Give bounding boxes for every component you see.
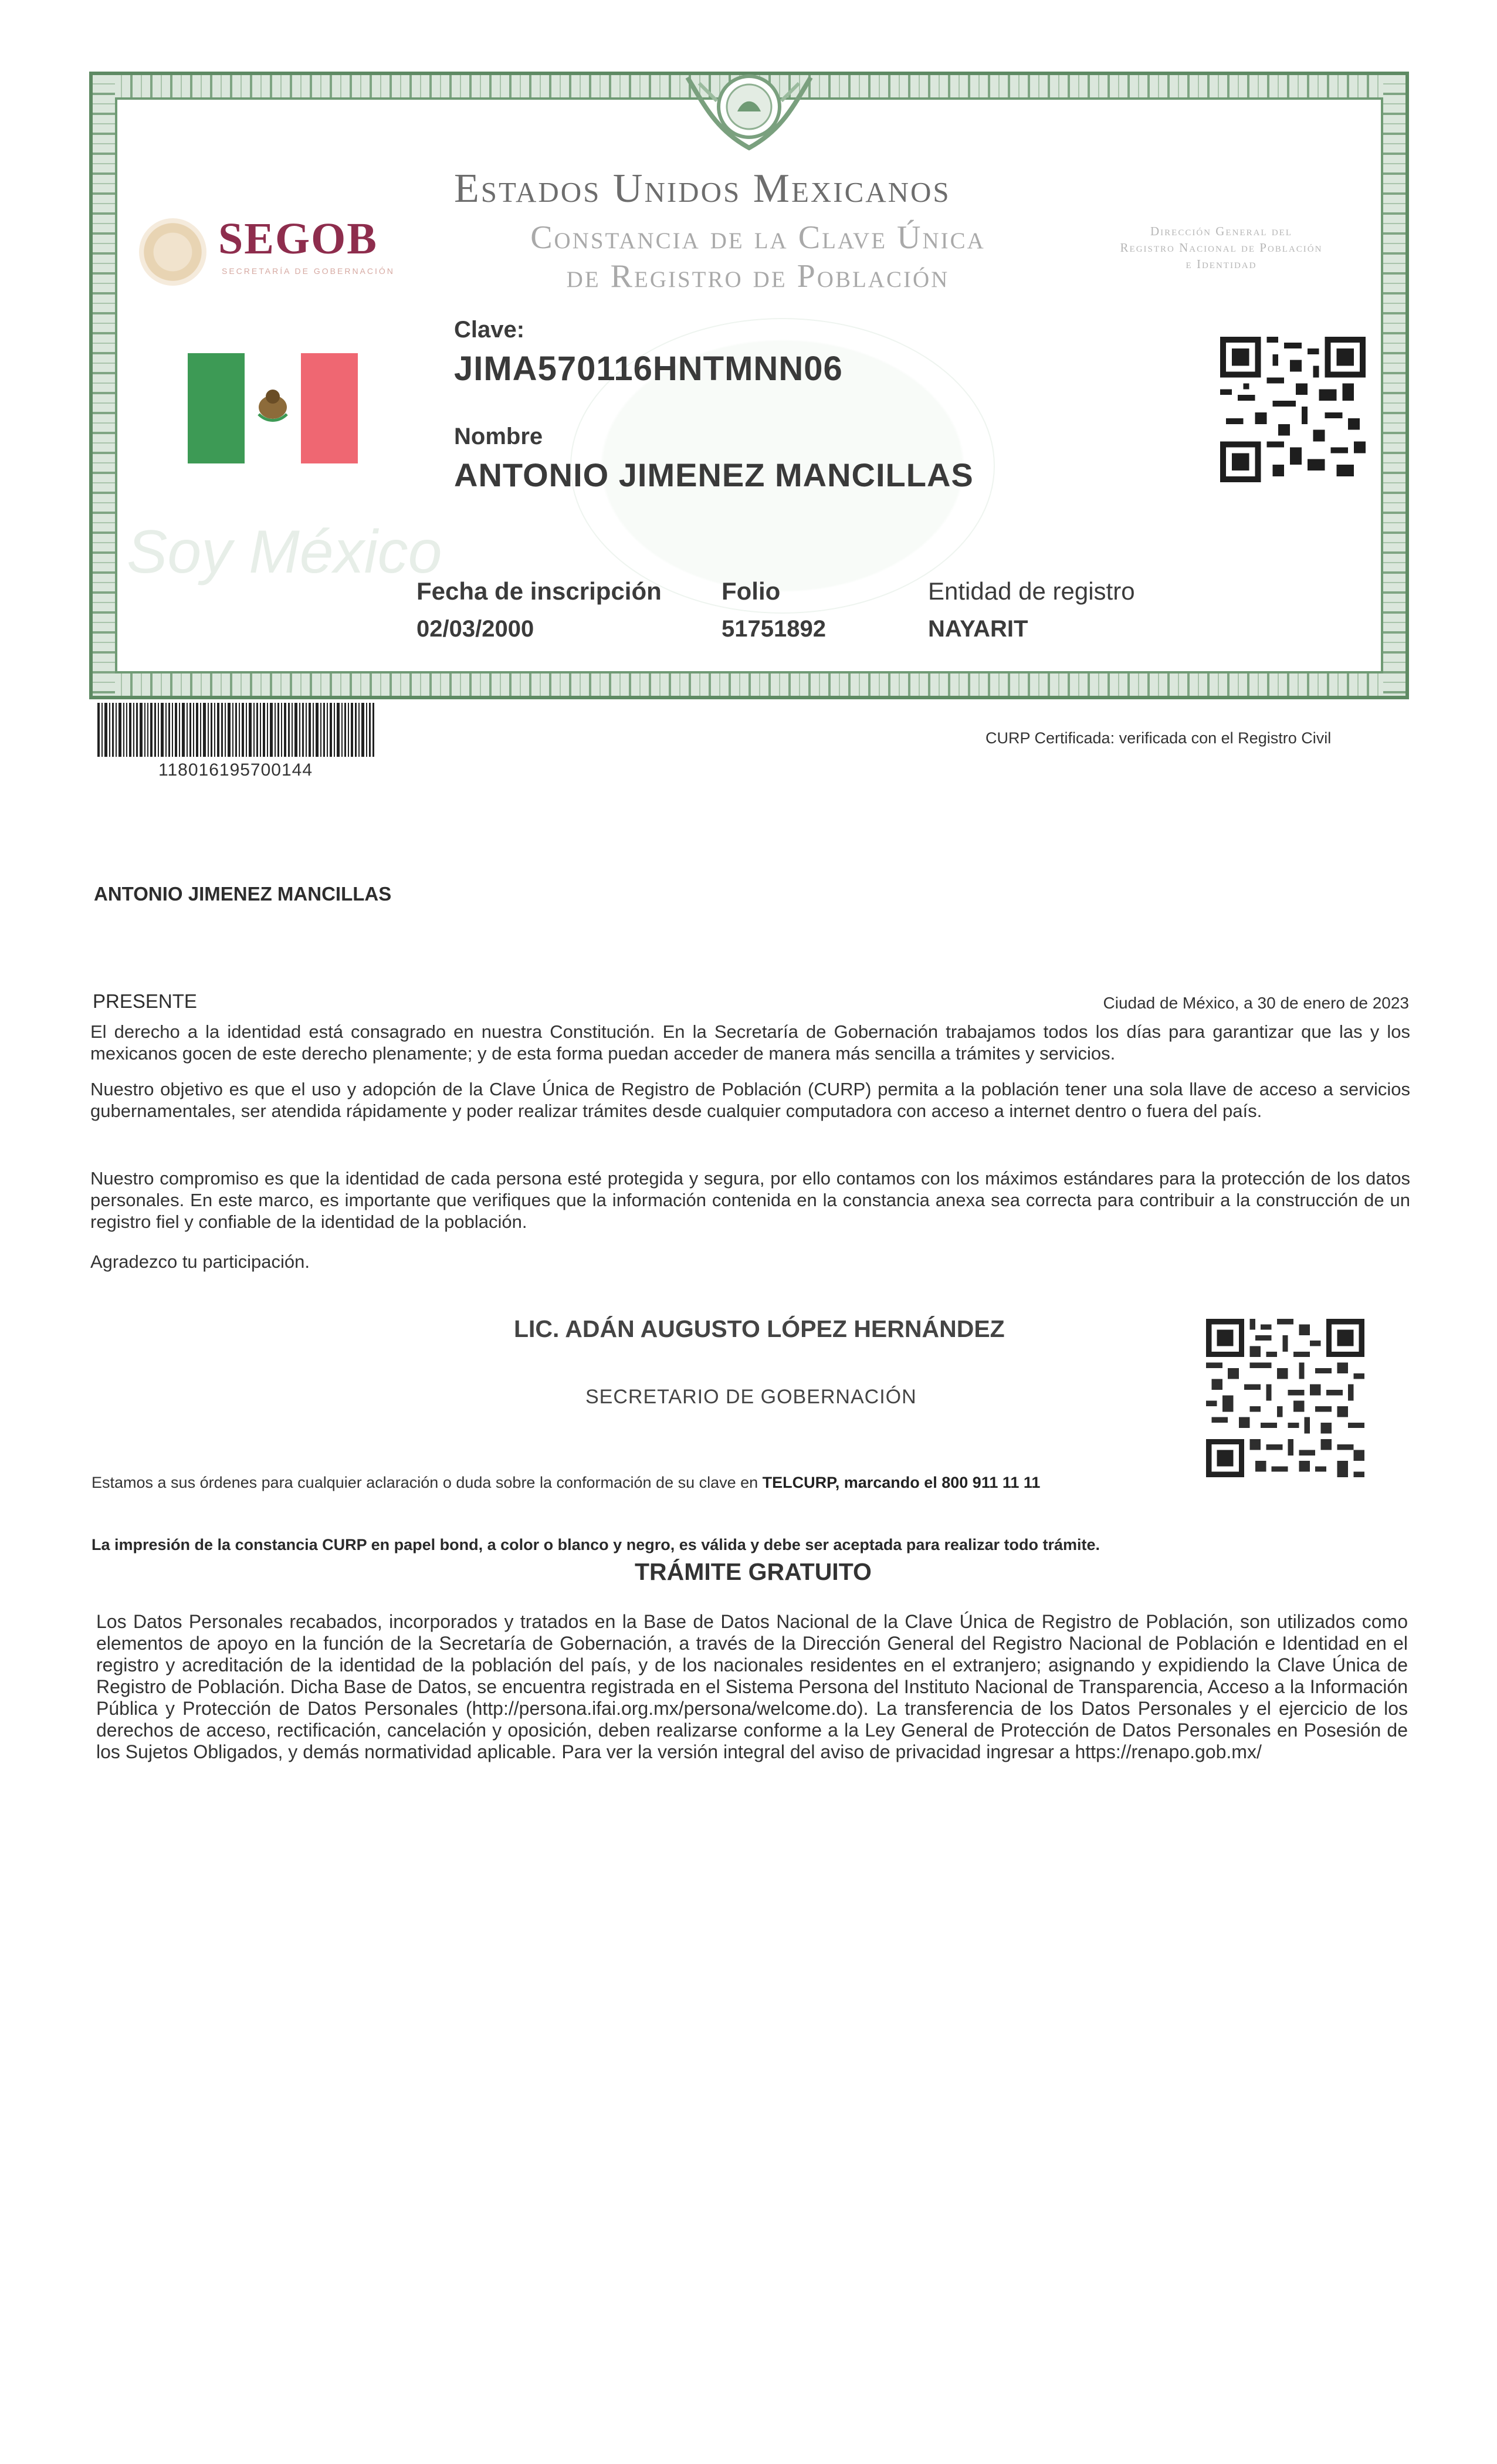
soy-mexico-watermark: Soy México <box>127 518 442 586</box>
contact-text-plain: Estamos a sus órdenes para cualquier aclaración o duda sobre la conformación de su clave en <box>92 1474 763 1491</box>
signer-name: LIC. ADÁN AUGUSTO LÓPEZ HERNÁNDEZ <box>514 1315 1005 1342</box>
letter-place-date: Ciudad de México, a 30 de enero de 2023 <box>1103 994 1409 1012</box>
clave-label: Clave: <box>454 317 525 343</box>
validity-note: La impresión de la constancia CURP en papel bond, a color o blanco y negro, es válida y debe ser aceptada para realizar todo trámite. <box>92 1536 1100 1553</box>
segob-logo-subtitle: SECRETARÍA DE GOBERNACIÓN <box>222 266 395 276</box>
letter-paragraph: Agradezco tu participación. <box>90 1251 310 1272</box>
curp-certificate-card <box>89 72 1409 699</box>
document-title-line2: de Registro de Población <box>566 258 950 295</box>
barcode-number: 118016195700144 <box>158 760 313 780</box>
directorate-line3: e Identidad <box>1186 257 1257 271</box>
curp-certified-note: CURP Certificada: verificada con el Registro Civil <box>985 729 1332 747</box>
qr-code-icon <box>1220 337 1366 482</box>
letter-recipient: ANTONIO JIMENEZ MANCILLAS <box>94 883 392 905</box>
letter-paragraph: Nuestro objetivo es que el uso y adopción de la Clave Única de Registro de Población (CURP) permita a la población tener una sola llave de acceso a servicios gubernamentales, ser atendida rápidamente y poder realizar trámites desde cualquier computadora con acceso a internet dentro o fuera del país. <box>90 1079 1410 1121</box>
signer-title: SECRETARIO DE GOBERNACIÓN <box>585 1386 917 1408</box>
document-title-line1: Constancia de la Clave Única <box>530 219 985 256</box>
directorate-line1: Dirección General del <box>1150 224 1292 238</box>
certificate-border-right <box>1383 75 1405 696</box>
national-seal-icon <box>682 66 817 160</box>
document-title <box>476 218 1039 296</box>
nombre-label: Nombre <box>454 424 543 449</box>
telcurp-phone: TELCURP, marcando el 800 911 11 11 <box>762 1474 1041 1491</box>
folio-value: 51751892 <box>722 616 826 642</box>
entidad-registro-value: NAYARIT <box>928 616 1028 642</box>
country-title: Estados Unidos Mexicanos <box>454 166 951 211</box>
mexico-flag-icon <box>188 353 358 463</box>
tramite-gratuito-heading: TRÁMITE GRATUITO <box>635 1558 872 1585</box>
clave-value: JIMA570116HNTMNN06 <box>454 350 843 388</box>
directorate-text <box>1075 223 1368 272</box>
fecha-inscripcion-value: 02/03/2000 <box>416 616 534 642</box>
flag-eagle-icon <box>256 384 289 425</box>
fecha-inscripcion-label: Fecha de inscripción <box>416 577 662 605</box>
nombre-value: ANTONIO JIMENEZ MANCILLAS <box>454 456 974 493</box>
entidad-registro-label: Entidad de registro <box>928 577 1135 605</box>
segob-seal-icon <box>139 218 206 286</box>
certificate-border-left <box>93 75 115 696</box>
contact-text <box>92 1474 1040 1492</box>
directorate-line2: Registro Nacional de Población <box>1120 241 1323 255</box>
letter-qr-code-icon <box>1206 1319 1364 1477</box>
folio-label: Folio <box>722 577 781 605</box>
letter-paragraph: Nuestro compromiso es que la identidad de cada persona esté protegida y segura, por ello contamos con los máximos estándares para la protección de los datos personales. En este marco, es importante que verifiques que la información contenida en la constancia anexa sea correcta para contribuir a la construcción de un registro fiel y confiable de la identidad de la población. <box>90 1168 1410 1232</box>
segob-logo-text: SEGOB <box>218 214 378 263</box>
letter-greeting: PRESENTE <box>93 990 197 1012</box>
privacy-notice: Los Datos Personales recabados, incorporados y tratados en la Base de Datos Nacional de la Clave Única de Registro de Población, son utilizados como elementos de apoyo en la función de la Secretaría de Gobernación, a través de la Dirección General del Registro Nacional de Población e Identidad en el registro y acreditación de la identidad de la población del país, y de los nacionales residentes en el extranjero; asignando y expidiendo la Clave Única de Registro de Población. Dicha Base de Datos, se encuentra registrada en el Sistema Persona del Instituto Nacional de Transparencia, Acceso a la Información Pública y Protección de Datos Personales (http://persona.ifai.org.mx/persona/welcome.do). La transferencia de los Datos Personales y el ejercicio de los derechos de acceso, rectificación, cancelación y oposición, deben realizarse conforme a la Ley General de Protección de Datos Personales en Posesión de los Sujetos Obligados, y demás normatividad aplicable. Para ver la versión integral del aviso de privacidad ingresar a https://renapo.gob.mx/ <box>96 1611 1408 1762</box>
letter-paragraph: El derecho a la identidad está consagrado en nuestra Constitución. En la Secretaría de Gobernación trabajamos todos los días para garantizar que las y los mexicanos gocen de este derecho plenamente; y de esta forma puedan acceder de manera más sencilla a trámites y servicios. <box>90 1021 1410 1064</box>
barcode-icon <box>97 703 374 757</box>
